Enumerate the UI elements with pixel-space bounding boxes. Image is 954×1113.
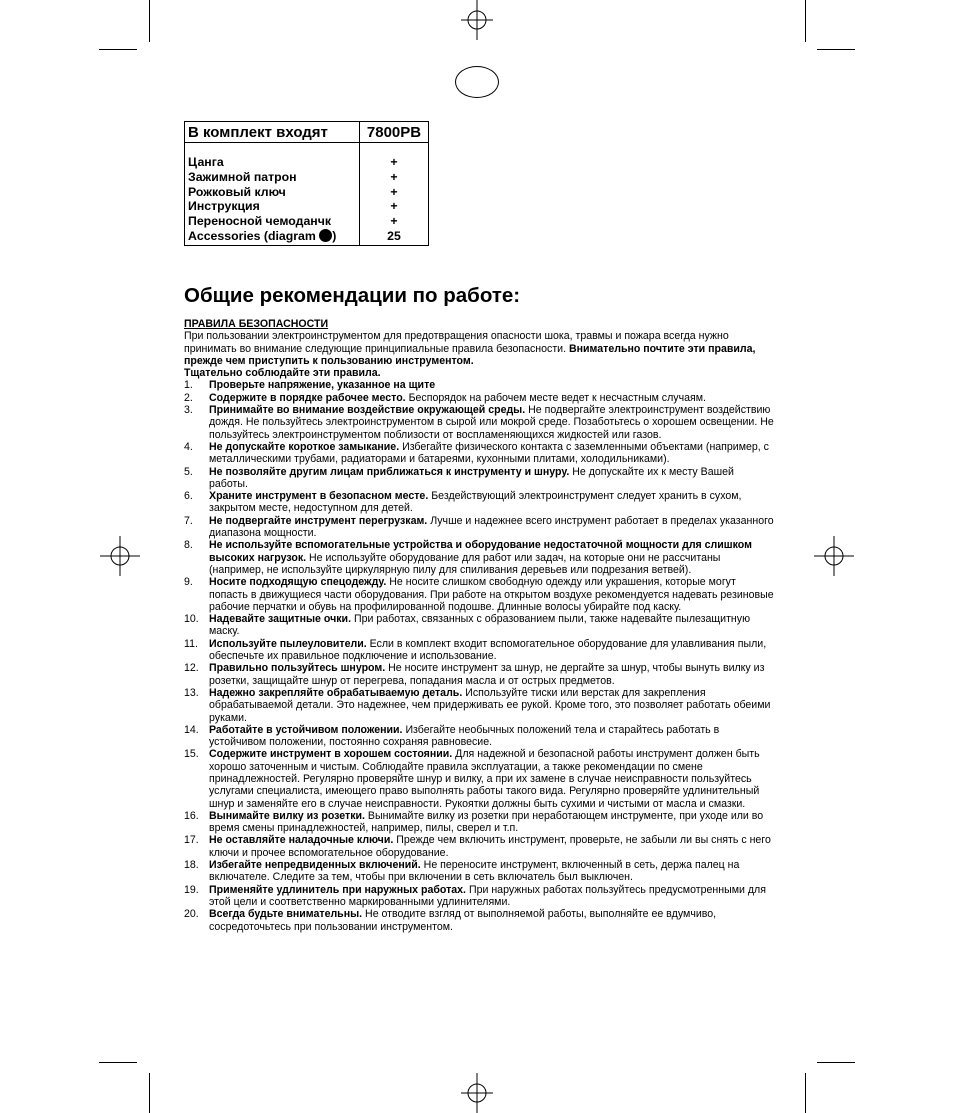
rule-heading: Не используйте вспомогательные устройства и оборудование недостаточной мощности для слишком высоких нагрузок. [209, 539, 752, 564]
rule-text: Бездействующий электроинструмент следует хранить в сухом, закрытом месте, недоступном для детей. [209, 490, 742, 515]
kit-item-value: 25 [387, 228, 401, 243]
rule-text: Беспорядок на рабочем месте ведет к несчастным случаям. [405, 391, 706, 404]
rule-text: Не носите инструмент за шнур, не дергайте за шнур, чтобы вынуть вилку из розетки, защищайте шнур от перегрева, попадания масла и от острых предметов. [209, 662, 765, 687]
rule-text: Не подвергайте электроинструмент воздействию дождя. Не пользуйтесь электроинструментом в сырой или мокрой среде. Позаботьтесь о хорошем освещении. Не пользуйтесь электроинструментом поблизости от воспламеняющихся жидкостей или газов. [209, 404, 774, 441]
rule-number: 8. [184, 539, 193, 552]
rule-number: 19. [184, 883, 199, 896]
section-title: ПРАВИЛА БЕЗОПАСНОСТИ [184, 318, 329, 330]
kit-item-names [185, 143, 360, 246]
rule-text: Используйте тиски или верстак для закрепления обрабатываемой детали. Это надежнее, чем придерживать ее рукой. Кроме того, это позволяет работать обеими руками. [209, 686, 771, 724]
intro-bold-2: Тщательно соблюдайте эти правила. [184, 367, 381, 380]
rule-number: 5. [184, 465, 193, 478]
rule-item [184, 466, 774, 491]
rule-item [184, 884, 774, 909]
intro-bold: Внимательно почтите эти правила, прежде чем приступить к пользованию инструментом. [184, 342, 756, 367]
rule-text: Если в комплект входит вспомогательное оборудование для улавливания пыли, обеспечьте их правильное подключение и использование. [209, 637, 767, 663]
rule-heading: Правильно пользуйтесь шнуром. [209, 662, 386, 675]
rule-heading: Вынимайте вилку из розетки. [209, 809, 365, 822]
kit-item-name: Accessories (diagram [188, 228, 316, 243]
rule-number: 7. [184, 514, 193, 527]
kit-table-model: 7800PB [360, 122, 429, 143]
rule-item [184, 724, 774, 749]
crop-mark-top-left-v [149, 0, 150, 42]
rule-number: 20. [184, 908, 199, 921]
crop-mark-top-right-v [805, 0, 806, 42]
kit-item-value: + [390, 214, 398, 229]
rule-text: Прежде чем включить инструмент, проверьте, не забыли ли вы снять с него ключи и прочее вспомогательное оборудование. [209, 834, 771, 859]
rule-text: Избегайте физического контакта с заземленными объектами (например, с металлическими трубами, радиаторами и батареями, кухонными плитами, холодильниками). [209, 440, 769, 466]
rule-text: Не допускайте их к месту Вашей работы. [209, 465, 734, 490]
crop-mark-top-right-h [817, 49, 855, 50]
crop-mark-bottom-left-h [99, 1062, 137, 1063]
kit-item-name: Рожковый ключ [188, 184, 286, 199]
language-badge [455, 66, 499, 98]
rule-text: При наружных работах пользуйтесь предусмотренными для этой цели и соответственно маркированными удлинителями. [209, 883, 766, 908]
rule-heading: Применяйте удлинитель при наружных работах. [209, 883, 467, 896]
diagram-bullet-icon [319, 229, 332, 242]
kit-table-header-row [185, 122, 429, 143]
rule-number: 13. [184, 686, 199, 699]
rule-heading: Работайте в устойчивом положении. [209, 723, 403, 736]
registration-mark-bottom [457, 1073, 497, 1113]
rule-text: Лучше и надежнее всего инструмент работает в пределах указанного диапазона мощности. [209, 514, 774, 540]
rule-item [184, 490, 774, 515]
rule-heading: Проверьте напряжение, указанное на щите [209, 379, 436, 392]
kit-item-name: Инструкция [188, 199, 260, 214]
rule-heading: Всегда будьте внимательны. [209, 908, 363, 921]
registration-mark-left [100, 536, 140, 576]
kit-item-name-accessories [188, 229, 356, 244]
kit-table-header-label: В комплект входят [185, 122, 360, 143]
rule-number: 14. [184, 723, 199, 736]
crop-mark-bottom-left-v [149, 1073, 150, 1113]
kit-item-name: Цанга [188, 155, 224, 169]
kit-item-name: Зажимной патрон [188, 169, 297, 184]
kit-item-value: + [390, 169, 398, 184]
rule-item [184, 638, 774, 663]
rule-number: 12. [184, 662, 199, 675]
rule-text: При работах, связанных с образованием пыли, также надевайте пылезащитную маску. [209, 613, 751, 638]
rule-item [184, 515, 774, 540]
rule-number: 17. [184, 834, 199, 847]
crop-mark-bottom-right-v [805, 1073, 806, 1113]
rule-heading: Не подвергайте инструмент перегрузкам. [209, 514, 428, 527]
intro-paragraph [184, 330, 774, 367]
rule-item [184, 539, 774, 576]
rule-heading: Храните инструмент в безопасном месте. [209, 490, 429, 503]
rules-list [184, 379, 774, 932]
kit-item-values [360, 143, 429, 246]
rule-number: 2. [184, 391, 193, 404]
intro-text: При пользовании электроинструментом для предотвращения опасности шока, травмы и пожара всегда нужно принимать во внимание следующие принципиальные правила безопасности. [184, 330, 729, 355]
rule-heading: Принимайте во внимание воздействие окружающей среды. [209, 404, 526, 417]
rule-text: Для надежной и безопасной работы инструмент должен быть хорошо заточенным и чистым. Соблюдайте правила эксплуатации, а также рекомендации по смене принадлежностей. Регулярно проверяйте шнур и вилку, а при их замене в случае неисправности пользуйтесь услугами специалиста, имеющего право выполнять работы такого вида. Регулярно проверяйте удлинительный шнур и заменяйте его в случае неисправности. Рукоятки должны быть сухими и чистыми от масла и смазки. [209, 748, 760, 810]
rule-heading: Не оставляйте наладочные ключи. [209, 834, 394, 847]
rule-item [184, 687, 774, 724]
rule-item [184, 392, 774, 404]
registration-mark-top [457, 0, 497, 40]
safety-section [184, 318, 774, 933]
registration-mark-right [814, 536, 854, 576]
rule-text: Вынимайте вилку из розетки при неработающем инструменте, при уходе или во время смены принадлежностей, например, пилы, сверел и т.п. [209, 809, 764, 835]
rule-number: 15. [184, 748, 199, 761]
kit-item-name-suffix: ) [332, 228, 337, 243]
rule-number: 4. [184, 440, 193, 453]
rule-item [184, 404, 774, 441]
rule-item [184, 810, 774, 835]
kit-item-value: + [390, 199, 398, 214]
rule-text: Не отводите взгляд от выполняемой работы, выполняйте ее вдумчиво, сосредоточьтесь при пользовании инструментом. [209, 908, 717, 933]
rule-heading: Содержите в порядке рабочее место. [209, 391, 406, 404]
crop-mark-top-left-h [99, 49, 137, 50]
rule-heading: Не допускайте короткое замыкание. [209, 440, 400, 453]
kit-table-body-row [185, 143, 429, 246]
rule-item [184, 834, 774, 859]
rule-item [184, 576, 774, 613]
rule-item [184, 908, 774, 933]
rule-number: 16. [184, 809, 199, 822]
crop-mark-bottom-right-h [817, 1062, 855, 1063]
rule-heading: Носите подходящую спецодежду. [209, 576, 387, 589]
page-title: Общие рекомендации по работе: [184, 284, 521, 307]
rule-item [184, 441, 774, 466]
rule-text: Не носите слишком свободную одежду или украшения, которые могут попасть в движущиеся части оборудования. При работе на открытом воздухе рекомендуется надевать резиновые рабочие перчатки и обувь на профилированной подошве. Длинные волосы убирайте под каску. [209, 576, 774, 613]
kit-contents-table [184, 121, 429, 246]
rule-number: 10. [184, 613, 199, 626]
rule-item [184, 859, 774, 884]
rule-number: 11. [184, 637, 198, 650]
rule-heading: Содержите инструмент в хорошем состоянии. [209, 748, 453, 761]
rule-text: Не используйте оборудование для работ или задач, на которые они не рассчитаны (например, не используйте циркулярную пилу для спиливания деревьев или подрезания ветвей). [209, 551, 721, 576]
rule-item [184, 748, 774, 809]
rule-heading: Не позволяйте другим лицам приближаться к инструменту и шнуру. [209, 465, 570, 478]
rule-number: 9. [184, 576, 193, 589]
rule-item [184, 662, 774, 687]
rule-number: 1. [184, 379, 193, 392]
rule-text: Не переносите инструмент, включенный в сеть, держа палец на включателе. Следите за тем, чтобы при включении в сеть включатель был выключен. [209, 859, 740, 884]
safety-intro [184, 330, 774, 379]
rule-heading: Избегайте непредвиденных включений. [209, 859, 421, 872]
rule-item [184, 613, 774, 638]
rule-heading: Надежно закрепляйте обрабатываемую деталь. [209, 686, 463, 699]
rule-number: 18. [184, 859, 199, 872]
rule-number: 6. [184, 490, 193, 503]
kit-item-value: + [390, 155, 398, 169]
rule-heading: Используйте пылеуловители. [209, 637, 367, 650]
rule-text: Избегайте необычных положений тела и старайтесь работать в устойчивом положении, постоянно сохраняя равновесие. [209, 723, 720, 749]
rule-item [184, 379, 774, 391]
kit-item-value: + [390, 184, 398, 199]
rule-heading: Надевайте защитные очки. [209, 613, 352, 626]
kit-item-name: Переносной чемоданчк [188, 214, 332, 229]
rule-number: 3. [184, 404, 193, 417]
